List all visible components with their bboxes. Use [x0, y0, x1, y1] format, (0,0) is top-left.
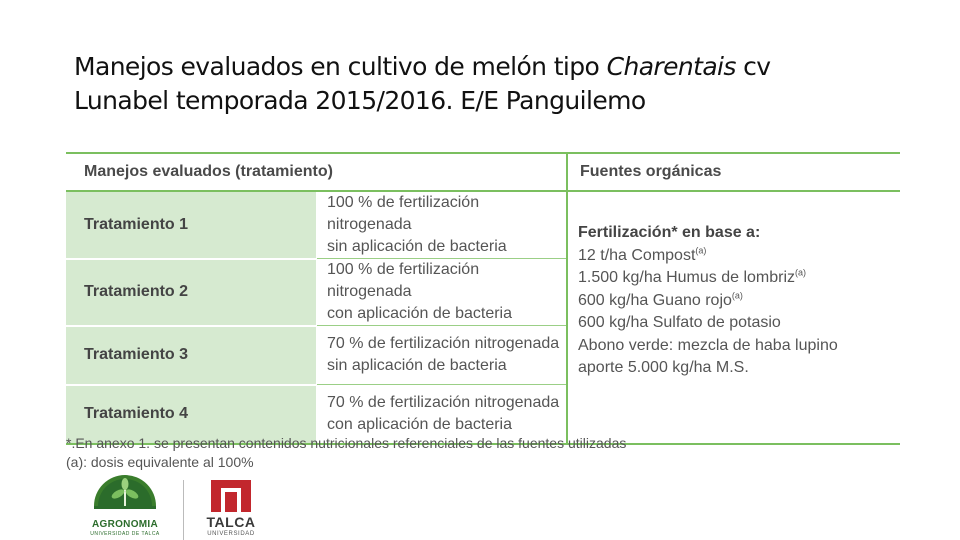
source-text: Abono verde: mezcla de haba lupino	[578, 336, 838, 354]
description-line: con aplicación de bacteria	[327, 415, 513, 433]
title-text-suffix: cv	[735, 52, 771, 81]
organic-sources-cell	[567, 191, 900, 444]
source-item	[578, 245, 900, 268]
talca-emblem-icon	[195, 478, 267, 514]
source-text: aporte 5.000 kg/ha M.S.	[578, 359, 749, 376]
footnote-annex: *.En anexo 1. se presentan contenidos nutricionales referenciales de las fuentes utilizadas	[66, 435, 627, 451]
logo-divider	[183, 480, 184, 540]
source-text: 600 kg/ha Guano rojo	[578, 291, 732, 309]
sources-heading: Fertilización* en base a:	[578, 224, 761, 241]
description-line: sin aplicación de bacteria	[327, 357, 507, 374]
source-item	[578, 335, 900, 358]
source-item	[578, 357, 900, 380]
header-treatment: Manejos evaluados (tratamiento)	[66, 153, 567, 191]
description-line: 100 % de fertilización nitrogenada	[327, 261, 480, 300]
treatment-name: Tratamiento 2	[66, 259, 317, 326]
header-sources: Fuentes orgánicas	[567, 153, 900, 191]
agronomia-subtitle: UNIVERSIDAD DE TALCA	[90, 531, 160, 537]
source-text: 12 t/ha Compost	[578, 246, 696, 264]
talca-wordmark: TALCA	[206, 514, 256, 530]
slide-title	[74, 50, 934, 118]
title-italic-variety: Charentais	[606, 52, 736, 81]
title-line-1	[74, 50, 934, 84]
description-line: 70 % de fertilización nitrogenada	[327, 335, 560, 352]
treatments-table	[66, 152, 900, 445]
treatment-name: Tratamiento 1	[66, 191, 317, 259]
source-text: 1.500 kg/ha Humus de lombriz	[578, 269, 795, 286]
footnote-dose: (a): dosis equivalente al 100%	[66, 454, 254, 470]
description-line: con aplicación de bacteria	[327, 305, 513, 322]
talca-logo-icon	[195, 478, 267, 540]
treatments-table-container	[66, 152, 895, 445]
agronomia-emblem-icon	[80, 472, 170, 520]
source-text: 600 kg/ha Sulfato de potasio	[578, 314, 781, 331]
source-item	[578, 290, 900, 313]
title-text: Manejos evaluados en cultivo de melón tipo	[74, 52, 607, 81]
agronomia-wordmark: AGRONOMIA	[91, 519, 159, 530]
agronomia-logo-icon	[80, 472, 170, 540]
treatment-name: Tratamiento 3	[66, 326, 317, 385]
description-line: 100 % de fertilización nitrogenada	[327, 194, 480, 233]
source-footnote-mark: (a)	[795, 267, 806, 278]
title-line-2: Lunabel temporada 2015/2016. E/E Panguilemo	[74, 86, 646, 115]
source-item	[578, 312, 900, 335]
table-header-row	[66, 153, 900, 191]
footnotes	[66, 434, 926, 472]
treatment-description	[317, 326, 568, 385]
description-line: 70 % de fertilización nitrogenada	[327, 393, 560, 411]
treatment-description	[317, 259, 568, 326]
source-footnote-mark: (a)	[731, 290, 743, 301]
treatment-name: Tratamiento 4	[66, 385, 317, 444]
treatment-description	[317, 191, 568, 259]
description-line: sin aplicación de bacteria	[327, 238, 507, 255]
source-item	[578, 267, 900, 290]
talca-subtitle: UNIVERSIDAD	[207, 531, 255, 537]
source-footnote-mark: (a)	[695, 245, 707, 256]
table-row	[66, 191, 900, 259]
logo-strip	[80, 472, 280, 540]
